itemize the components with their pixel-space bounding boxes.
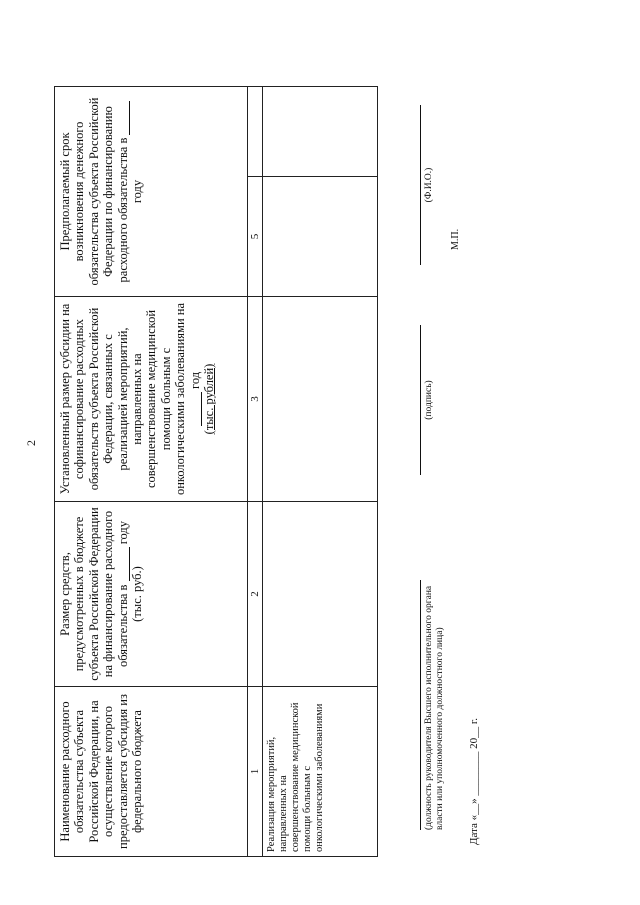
header-cell-3: Установленный размер субсидии на софинансирование расходных обязательств субъекта Российской Федерации, связанных с реализацией мероприятий, направленных на совершенствование медицинской помощи больным с онкологическими заболеваниями на год (тыс. рублей) (55, 297, 248, 502)
signature-caption: (подпись) (424, 380, 434, 420)
row-cell-4 (263, 177, 378, 297)
column-number-blank (248, 86, 263, 176)
name-line (420, 105, 421, 265)
table-header-row (55, 86, 248, 856)
row-cell-2 (263, 502, 378, 687)
position-caption: (должность руководителя Высшего исполнительного органа власти или уполномоченного должностного лица) (424, 585, 445, 830)
date-line: Дата «__» ________ 20__ г. (468, 718, 480, 845)
row-cell-5 (263, 86, 378, 176)
column-number-3: 3 (248, 297, 263, 502)
row-cell-1: Реализация мероприятий, направленных на совершенствование медицинской помощи больным с онкологическими заболеваниями (263, 687, 378, 857)
column-number-1: 1 (248, 687, 263, 857)
subsidy-table (54, 86, 378, 857)
column-number-2: 2 (248, 502, 263, 687)
table-number-row (248, 86, 263, 856)
table-row (263, 86, 378, 856)
header-cell-2: Размер средств, предусмотренных в бюджете субъекта Российской Федерации на финансирование расходного обязательства в году (тыс. руб.) (55, 502, 248, 687)
signature-line (420, 325, 421, 475)
position-line (420, 580, 421, 830)
stamp-label: М.П. (450, 228, 461, 250)
name-caption: (Ф.И.О.) (424, 167, 434, 203)
header-cell-4: Предполагаемый срок возникновения денежного обязательства субъекта Российской Федерации по финансированию расходного обязательства в году (55, 86, 248, 296)
header-cell-1: Наименование расходного обязательства субъекта Российской Федерации, на осуществление которого предоставляется субсидия из федерального бюджета (55, 687, 248, 857)
column-number-5: 5 (248, 177, 263, 297)
page-number: 2 (24, 440, 38, 446)
row-cell-3 (263, 297, 378, 502)
